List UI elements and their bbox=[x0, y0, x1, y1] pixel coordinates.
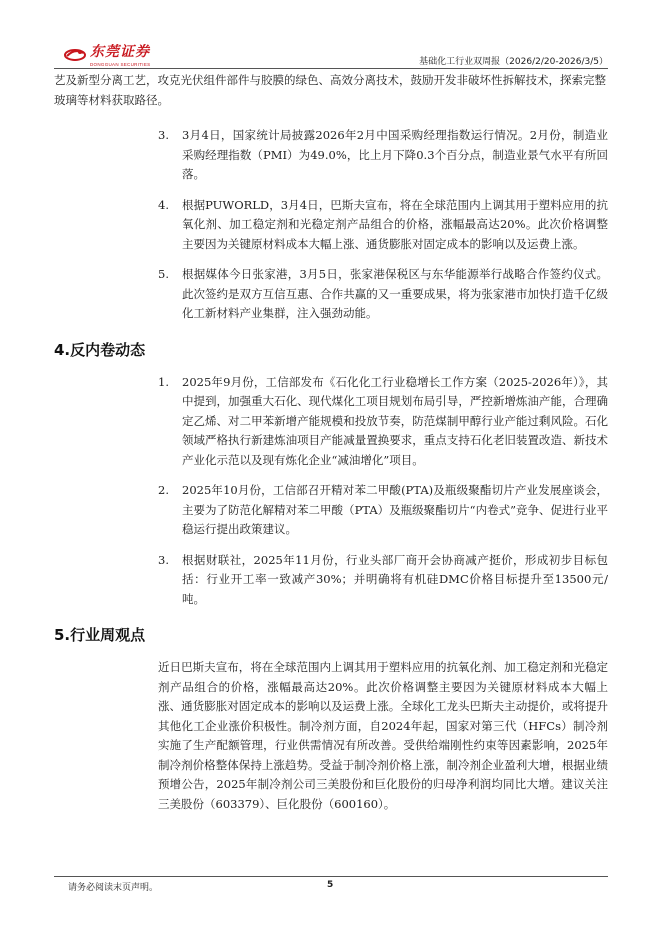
logo-english-name: DONGGUAN SECURITIES bbox=[90, 62, 151, 67]
section-title: 5.行业周观点 bbox=[54, 626, 146, 644]
list-item: 5. 根据媒体今日张家港，3月5日，张家港保税区与东华能源举行战略合作签约仪式。此次签约是双方互信互惠、合作共赢的又一重要成果，将为张家港市加快打造千亿级化工新材料产业集群，注入强劲动能。 bbox=[158, 267, 608, 320]
list-item: 2. 2025年10月份，工信部召开精对苯二甲酸(PTA)及瓶级聚酯切片产业发展座谈会，主要为了防范化解精对苯二甲酸（PTA）及瓶级聚酯切片“内卷式”竞争、促进行业平稳运行提出政策建议。 bbox=[158, 483, 608, 536]
anti-involution-list bbox=[54, 373, 608, 610]
page-header bbox=[54, 40, 608, 70]
main-content bbox=[54, 71, 608, 814]
logo-chinese-name: 东莞证券 bbox=[90, 44, 150, 60]
list-item: 1. 2025年9月份，工信部发布《石化化工行业稳增长工作方案（2025-2026年）》，其中提到，加强重大石化、现代煤化工项目规划布局引导，严控新增炼油产能，合理确定乙烯、对二甲苯新增产能规模和投放节奏，防范煤制甲醇行业产能过剩风险。石化领域严格执行新建炼油项目产能减量置换要求，重点支持石化老旧装置改造、新技术产业化示范以及现有炼化企业“减油增化”项目。 bbox=[158, 374, 608, 467]
footer-divider bbox=[54, 876, 608, 877]
policy-news-list bbox=[54, 126, 608, 324]
industry-view-paragraph: 近日巴斯夫宣布，将在全球范围内上调其用于塑料应用的抗氧化剂、加工稳定剂和光稳定剂产品组合的价格，涨幅最高达20%。此次价格调整主要因为关键原材料成本大幅上涨、通货膨胀对固定成本的影响以及运费上涨。全球化工龙头巴斯夫主动提价，或将提升其他化工企业涨价积极性。制冷剂方面，自2024年起，国家对第三代（HFCs）制冷剂实施了生产配额管理，行业供需情况有所改善。受供给端刚性约束等因素影响，2025年制冷剂价格整体保持上涨趋势。受益于制冷剂价格上涨，制冷剂企业盈利大增，根据业绩预增公告，2025年制冷剂公司三美股份和巨化股份的归母净利润均同比大增。建议关注三美股份（603379）、巨化股份（600160）。 bbox=[158, 660, 608, 811]
logo-emblem-icon bbox=[64, 46, 86, 60]
page-number: 5 bbox=[327, 880, 334, 890]
company-logo bbox=[64, 44, 151, 67]
disclaimer-note: 请务必阅读末页声明。 bbox=[68, 883, 159, 893]
section-title: 4.反内卷动态 bbox=[54, 340, 146, 359]
list-item: 4. 根据PUWORLD，3月4日，巴斯夫宣布，将在全球范围内上调其用于塑料应用的抗氧化剂、加工稳定剂和光稳定剂产品组合的价格，涨幅最高达20%。此次价格调整主要因为关键原材料成本大幅上涨、通货膨胀对固定成本的影响以及运费上涨。 bbox=[158, 197, 608, 251]
continued-paragraph: 艺及新型分离工艺，攻克光伏组件部件与胶膜的绿色、高效分离技术，鼓励开发非破坏性拆解技术，探索完整玻璃等材料获取路径。 bbox=[54, 73, 606, 107]
header-divider bbox=[54, 68, 608, 69]
list-item: 3. 根据财联社，2025年11月份，行业头部厂商开会协商减产挺价，形成初步目标包括：行业开工率一致减产30%；并明确将有机硅DMC价格目标提升至13500元/吨。 bbox=[158, 552, 608, 606]
list-item: 3. 3月4日，国家统计局披露2026年2月中国采购经理指数运行情况。2月份，制造业采购经理指数（PMI）为49.0%，比上月下降0.3个百分点，制造业景气水平有所回落。 bbox=[158, 128, 608, 181]
report-title: 基础化工行业双周报（2026/2/20-2026/3/5） bbox=[419, 57, 608, 67]
